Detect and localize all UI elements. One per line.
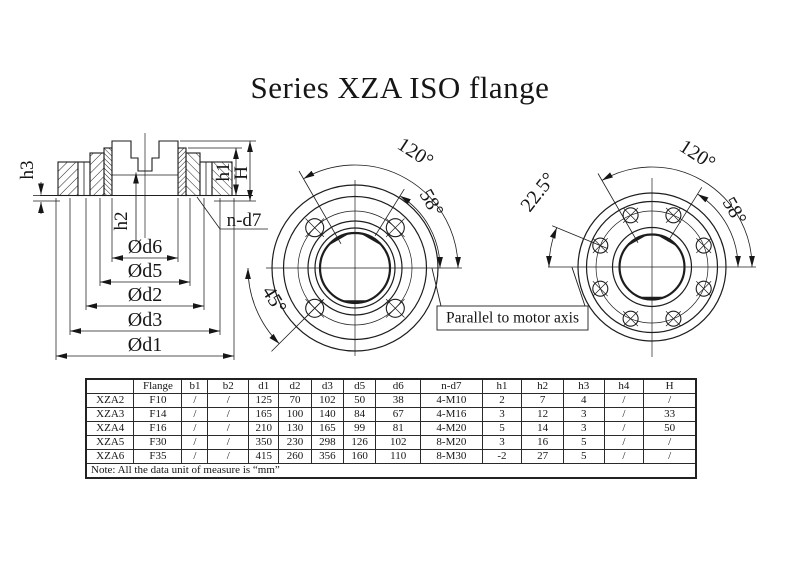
- dim-od3: Ød3: [127, 309, 163, 331]
- table-cell: 67: [376, 408, 421, 422]
- table-cell: XZA6: [86, 450, 134, 464]
- table-cell: 102: [376, 436, 421, 450]
- table-cell: -2: [482, 450, 522, 464]
- table-cell: /: [604, 450, 644, 464]
- dim-od5: Ød5: [127, 260, 163, 282]
- dim-od1: Ød1: [127, 334, 163, 356]
- spec-table: [85, 378, 697, 479]
- table-cell: 33: [644, 408, 696, 422]
- table-row: [86, 436, 696, 450]
- table-cell: 110: [376, 450, 421, 464]
- table-cell: 260: [279, 450, 311, 464]
- table-cell: /: [644, 436, 696, 450]
- header-cell: b2: [208, 379, 249, 394]
- dim-od2: Ød2: [127, 284, 163, 306]
- table-cell: F14: [134, 408, 182, 422]
- table-cell: 3: [482, 408, 522, 422]
- header-cell: d2: [279, 379, 311, 394]
- dim-od6: Ød6: [127, 236, 163, 258]
- table-cell: /: [182, 408, 208, 422]
- seal-right: [178, 148, 186, 196]
- table-cell: /: [604, 436, 644, 450]
- table-row: [86, 450, 696, 464]
- table-cell: XZA5: [86, 436, 134, 450]
- table-cell: /: [182, 422, 208, 436]
- table-cell: 14: [522, 422, 564, 436]
- table-cell: 3: [482, 436, 522, 450]
- page-title: Series XZA ISO flange: [250, 70, 550, 105]
- table-cell: 165: [249, 408, 279, 422]
- table-cell: F16: [134, 422, 182, 436]
- angle-label-120-a: 120°: [393, 133, 438, 173]
- table-cell: 415: [249, 450, 279, 464]
- seal-left: [104, 148, 112, 196]
- header-cell: b1: [182, 379, 208, 394]
- table-cell: 7: [522, 394, 564, 408]
- table-row: [86, 408, 696, 422]
- table-row: [86, 422, 696, 436]
- table-cell: /: [208, 450, 249, 464]
- table-cell: 50: [343, 394, 375, 408]
- table-cell: /: [182, 436, 208, 450]
- table-cell: 210: [249, 422, 279, 436]
- angle-label-120-b: 120°: [675, 135, 720, 175]
- table-cell: 5: [563, 450, 604, 464]
- table-cell: 50: [644, 422, 696, 436]
- table-cell: F30: [134, 436, 182, 450]
- table-cell: 5: [482, 422, 522, 436]
- header-cell: h1: [482, 379, 522, 394]
- angle-label-45: 45°: [257, 282, 291, 318]
- header-cell: d5: [343, 379, 375, 394]
- table-cell: 3: [563, 408, 604, 422]
- table-cell: /: [604, 422, 644, 436]
- table-cell: 2: [482, 394, 522, 408]
- table-cell: 230: [279, 436, 311, 450]
- table-cell: 140: [311, 408, 343, 422]
- note-row: [86, 464, 696, 479]
- table-cell: 5: [563, 436, 604, 450]
- header-cell: H: [644, 379, 696, 394]
- table-cell: 165: [311, 422, 343, 436]
- label-h3: h3: [17, 160, 38, 180]
- front-view-4-hole: [248, 133, 462, 356]
- table-body: [86, 394, 696, 464]
- label-h2: h2: [111, 211, 132, 231]
- table-cell: /: [182, 450, 208, 464]
- label-n-d7: n-d7: [226, 210, 262, 231]
- table-cell: 3: [563, 422, 604, 436]
- table-cell: 16: [522, 436, 564, 450]
- table-cell: 350: [249, 436, 279, 450]
- callout-parallel: [432, 267, 588, 330]
- table-cell: 81: [376, 422, 421, 436]
- table-cell: 4: [563, 394, 604, 408]
- angle-label-58-b: 58°: [717, 193, 751, 229]
- table-cell: /: [208, 394, 249, 408]
- table-cell: /: [182, 394, 208, 408]
- table-cell: 12: [522, 408, 564, 422]
- header-cell: d1: [249, 379, 279, 394]
- table-cell: 126: [343, 436, 375, 450]
- table-cell: F35: [134, 450, 182, 464]
- flange-outer-left: [58, 162, 78, 196]
- table-cell: 4-M20: [421, 422, 483, 436]
- table-cell: 160: [343, 450, 375, 464]
- table-cell: /: [208, 436, 249, 450]
- header-cell: d3: [311, 379, 343, 394]
- table-cell: 356: [311, 450, 343, 464]
- table-cell: XZA2: [86, 394, 134, 408]
- label-H: H: [231, 166, 252, 180]
- table-cell: 8-M20: [421, 436, 483, 450]
- table-cell: 298: [311, 436, 343, 450]
- note-text: Note: All the data unit of measure is “mm”: [86, 464, 696, 479]
- table-cell: 4-M10: [421, 394, 483, 408]
- table-row: [86, 394, 696, 408]
- header-cell: [86, 379, 134, 394]
- callout-text: Parallel to motor axis: [445, 309, 580, 327]
- bearing-left: [90, 153, 104, 196]
- table-cell: /: [208, 422, 249, 436]
- angle-label-58-a: 58°: [414, 185, 448, 221]
- label-h1: h1: [213, 162, 234, 182]
- table-cell: 38: [376, 394, 421, 408]
- header-cell: h2: [522, 379, 564, 394]
- table-cell: 4-M16: [421, 408, 483, 422]
- header-cell: n-d7: [421, 379, 483, 394]
- table-cell: 27: [522, 450, 564, 464]
- table-cell: 100: [279, 408, 311, 422]
- header-cell: d6: [376, 379, 421, 394]
- table-header-row: [86, 379, 696, 394]
- table-cell: 102: [311, 394, 343, 408]
- table-cell: /: [604, 394, 644, 408]
- table-cell: /: [604, 408, 644, 422]
- header-cell: h3: [563, 379, 604, 394]
- table-cell: 99: [343, 422, 375, 436]
- table-cell: 70: [279, 394, 311, 408]
- table-cell: XZA3: [86, 408, 134, 422]
- table-cell: 8-M30: [421, 450, 483, 464]
- table-cell: F10: [134, 394, 182, 408]
- angle-label-22-5: 22.5°: [516, 168, 561, 217]
- header-cell: Flange: [134, 379, 182, 394]
- bearing-right: [186, 153, 200, 196]
- table-cell: /: [644, 394, 696, 408]
- table-cell: /: [208, 408, 249, 422]
- table-cell: /: [644, 450, 696, 464]
- table-cell: 84: [343, 408, 375, 422]
- section-view: [17, 133, 268, 360]
- table-cell: 130: [279, 422, 311, 436]
- table-cell: XZA4: [86, 422, 134, 436]
- table-cell: 125: [249, 394, 279, 408]
- header-cell: h4: [604, 379, 644, 394]
